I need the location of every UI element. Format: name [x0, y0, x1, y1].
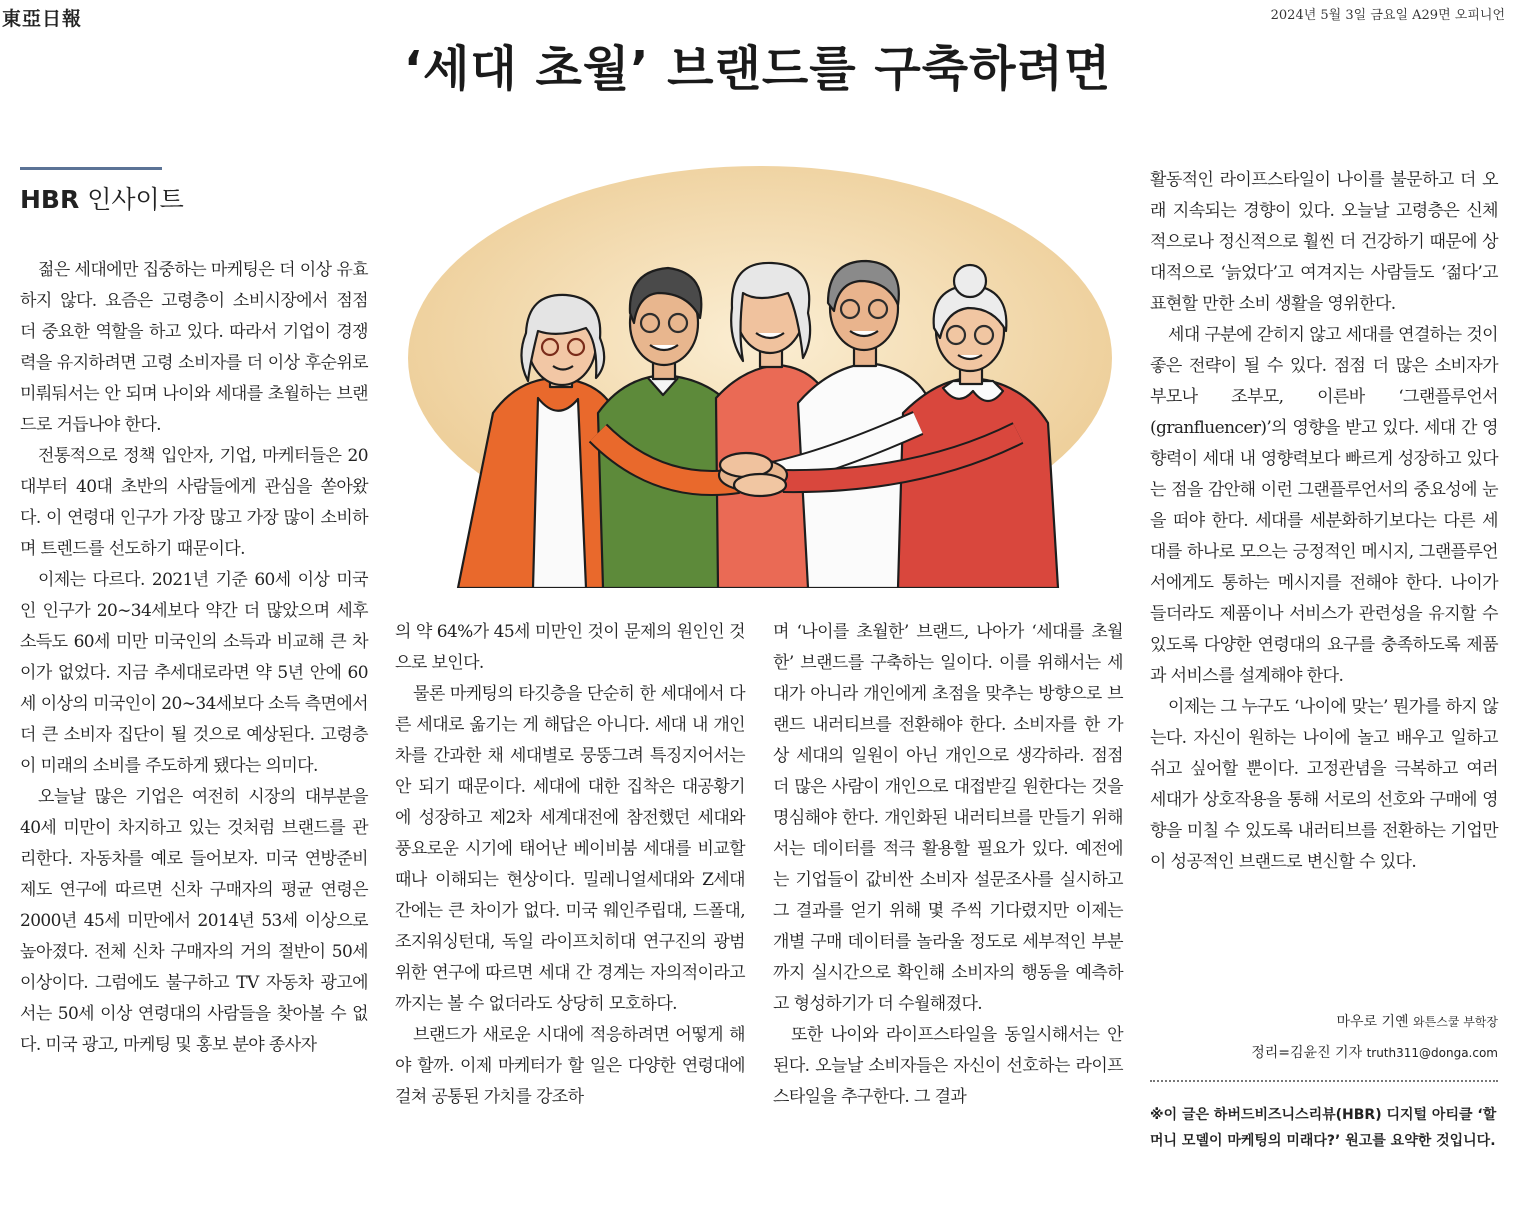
- paragraph: 세대 구분에 갇히지 않고 세대를 연결하는 것이 좋은 전략이 될 수 있다. 점점 더 많은 소비자가 부모나 조부모, 이른바 ‘그랜플루언서(granfluencer)’의 영향을 받고 있다. 세대 간 영향력이 세대 내 영향력보다 빠르게 성장하고 있다는 점을 감안해 이런 그랜플루언서의 중요성에 눈을 떠야 한다. 세대를 세분화하기보다는 다른 세대를 하나로 모으는 긍정적인 메시지, 그랜플루언서에게도 통하는 메시지를 전해야 한다. 나이가 들더라도 제품이나 서비스가 관련성을 유지할 수 있도록 다양한 연령대의 요구를 충족하도록 제품과 서비스를 설계해야 한다.: [1150, 325, 1498, 686]
- paragraph: 오늘날 많은 기업은 여전히 시장의 대부분을 40세 미만이 차지하고 있는 것처럼 브랜드를 관리한다. 자동차를 예로 들어보자. 미국 연방준비제도 연구에 따르면 신차 구매자의 평균 연령은 2000년 45세 미만에서 2014년 53세 이상으로 높아졌다. 전체 신차 구매자의 거의 절반이 50세 이상이다. 그럼에도 불구하고 TV 자동차 광고에서는 50세 이상 연령대의 사람들을 찾아볼 수 없다. 미국 광고, 마케팅 및 홍보 분야 종사자: [20, 787, 368, 1055]
- author-byline: [1251, 1007, 1498, 1069]
- paragraph: 브랜드가 새로운 시대에 적응하려면 어떻게 해야 할까. 이제 마케터가 할 일은 다양한 연령대에 걸쳐 공통된 가치를 강조하: [395, 1025, 745, 1107]
- dotted-divider: [1150, 1080, 1498, 1082]
- article-column-2: [395, 617, 745, 1113]
- article-column-4: [1150, 165, 1498, 878]
- kicker-accent-bar: [20, 167, 162, 170]
- dateline: 2024년 5월 3일 금요일 A29면 오피니언: [1270, 8, 1505, 23]
- kicker-hbr: HBR: [20, 185, 80, 214]
- author-name: 마우로 기옌: [1336, 1014, 1409, 1030]
- editor-credit: 정리=김윤진 기자: [1251, 1045, 1363, 1061]
- paragraph: 또한 나이와 라이프스타일을 동일시해서는 안 된다. 오늘날 소비자들은 자신이 선호하는 라이프스타일을 추구한다. 그 결과: [773, 1025, 1123, 1107]
- source-note: ※이 글은 하버드비즈니스리뷰(HBR) 디지털 아티클 ‘할머니 모델이 마케팅의 미래다?’ 원고를 요약한 것입니다.: [1150, 1107, 1497, 1149]
- kicker-insight: 인사이트: [87, 185, 184, 214]
- section-kicker: [20, 180, 184, 216]
- group-hands-illustration: [398, 163, 1128, 588]
- paragraph: 이제는 다르다. 2021년 기준 60세 이상 미국인 인구가 20∼34세보다 약간 더 많았으며 세후 소득도 60세 미만 미국인의 소득과 비교해 큰 차이가 없었다. 지금 추세대로라면 약 5년 안에 60세 이상의 미국인이 20∼34세보다 소득 측면에서 더 큰 소비자 집단이 될 것으로 예상된다. 고령층이 미래의 소비를 주도하게 됐다는 의미다.: [20, 570, 368, 776]
- paragraph: 이제는 그 누구도 ‘나이에 맞는’ 뭔가를 하지 않는다. 자신이 원하는 나이에 놀고 배우고 일하고 쉬고 싶어할 뿐이다. 고정관념을 극복하고 여러 세대가 상호작용을 통해 서로의 선호와 구매에 영향을 미칠 수 있도록 내러티브를 전환하는 기업만이 성공적인 브랜드로 변신할 수 있다.: [1150, 697, 1498, 872]
- newspaper-masthead: 東亞日報: [2, 8, 83, 30]
- editor-email: truth311@donga.com: [1366, 1046, 1498, 1060]
- paragraph: 물론 마케팅의 타깃층을 단순히 한 세대에서 다른 세대로 옮기는 게 해답은 아니다. 세대 내 개인차를 간과한 채 세대별로 뭉뚱그려 특징지어서는 안 되기 때문이다. 세대에 대한 집착은 대공황기에 성장하고 제2차 세계대전에 참전했던 세대와 풍요로운 시기에 태어난 베이비붐 세대를 비교할 때나 이해되는 현상이다. 밀레니얼세대와 Z세대 간에는 큰 차이가 없다. 미국 웨인주립대, 드폴대, 조지워싱턴대, 독일 라이프치히대 연구진의 광범위한 연구에 따르면 세대 간 경계는 자의적이라고까지는 볼 수 없더라도 상당히 모호하다.: [395, 684, 745, 1014]
- paragraph: 전통적으로 정책 입안자, 기업, 마케터들은 20대부터 40대 초반의 사람들에게 관심을 쏟아왔다. 이 연령대 인구가 가장 많고 가장 많이 소비하며 트렌드를 선도하기 때문이다.: [20, 446, 368, 559]
- paragraph: 활동적인 라이프스타일이 나이를 불문하고 더 오래 지속되는 경향이 있다. 오늘날 고령층은 신체적으로나 정신적으로 훨씬 더 건강하기 때문에 상대적으로 ‘늙었다’고 여겨지는 사람들도 ‘젊다’고 표현할 만한 소비 생활을 영위한다.: [1150, 170, 1498, 314]
- article-headline: ‘세대 초월’ 브랜드를 구축하려면: [403, 41, 1112, 97]
- article-column-1: [20, 255, 368, 1061]
- paragraph: 며 ‘나이를 초월한’ 브랜드, 나아가 ‘세대를 초월한’ 브랜드를 구축하는 일이다. 이를 위해서는 세대가 아니라 개인에게 초점을 맞추는 방향으로 브랜드 내러티브를 전환해야 한다. 소비자를 한 가상 세대의 일원이 아닌 개인으로 생각하라. 점점 더 많은 사람이 개인으로 대접받길 원한다는 것을 명심해야 한다. 개인화된 내러티브를 만들기 위해서는 데이터를 적극 활용할 필요가 있다. 예전에는 기업들이 값비싼 소비자 설문조사를 실시하고 그 결과를 얻기 위해 몇 주씩 기다렸지만 이제는 개별 구매 데이터를 놀라울 정도로 세부적인 부분까지 실시간으로 확인해 소비자의 행동을 예측하고 형성하기가 더 수월해졌다.: [773, 622, 1123, 1014]
- article-column-3: [773, 617, 1123, 1113]
- paragraph: 의 약 64%가 45세 미만인 것이 문제의 원인인 것으로 보인다.: [395, 622, 745, 673]
- author-affiliation: 와튼스쿨 부학장: [1413, 1015, 1498, 1029]
- paragraph: 젊은 세대에만 집중하는 마케팅은 더 이상 유효하지 않다. 요즘은 고령층이 소비시장에서 점점 더 중요한 역할을 하고 있다. 따라서 기업이 경쟁력을 유지하려면 고령 소비자를 더 이상 후순위로 미뤄둬서는 안 되며 나이와 세대를 초월하는 브랜드로 거듭나야 한다.: [20, 260, 368, 435]
